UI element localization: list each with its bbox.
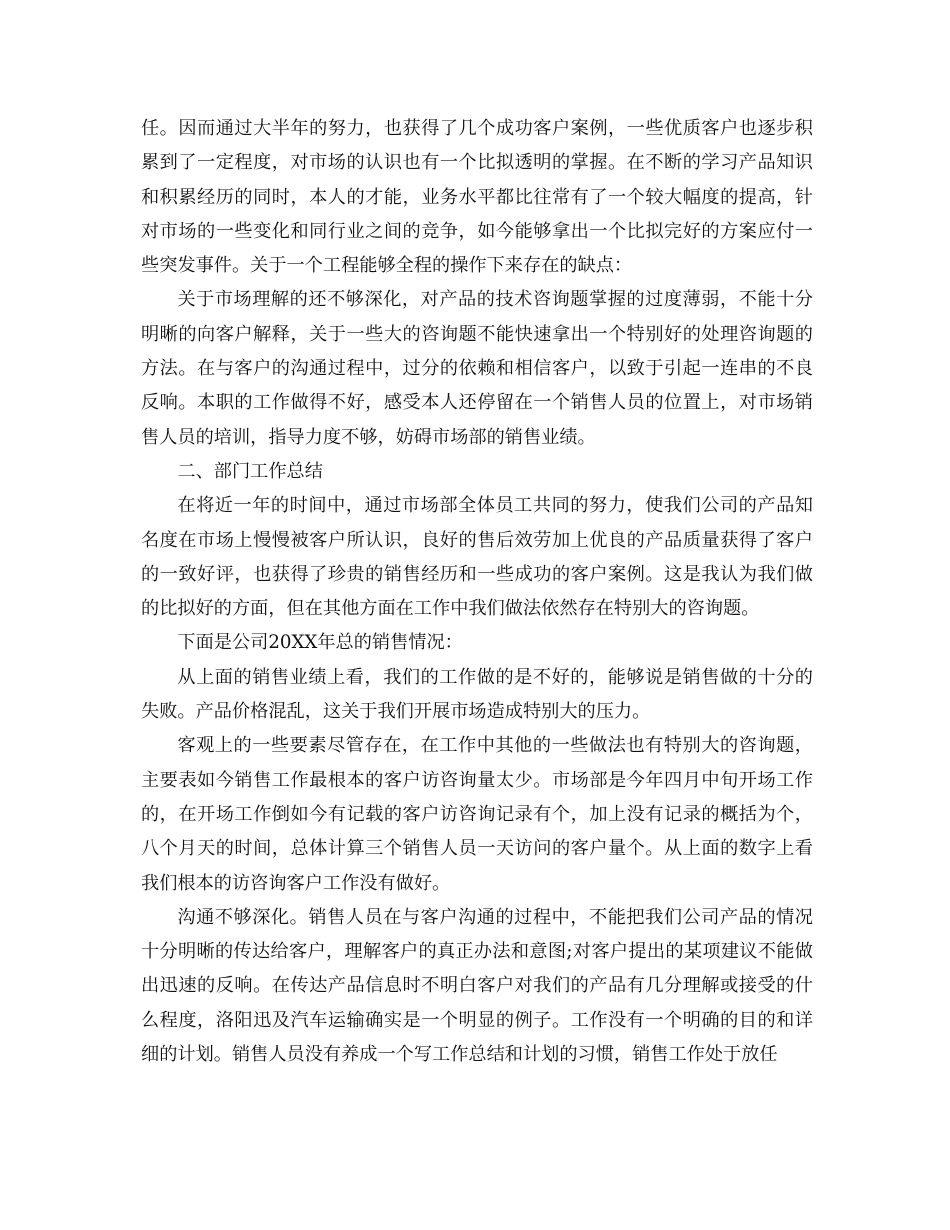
document-body: [141, 112, 813, 1072]
section-heading-department-summary: 二、部门工作总结: [177, 460, 323, 482]
paragraph-sales-performance: 从上面的销售业绩上看，我们的工作做的是不好的，能够说是销售做的十分的失败。产品价格混乱，这关于我们开展市场造成特别大的压力。: [141, 666, 813, 723]
paragraph-department-overview: 在将近一年的时间中，通过市场部全体员工共同的努力，使我们公司的产品知名度在市场上慢慢被客户所认识，良好的售后效劳加上优良的产品质量获得了客户的一致好评，也获得了珍贵的销售经历和一些成功的客户案例。这是我认为我们做的比拟好的方面，但在其他方面在工作中我们做法依然存在特别大的咨询题。: [141, 495, 813, 620]
paragraph-sales-intro: 下面是公司20XX年总的销售情况：: [177, 632, 463, 654]
paragraph-visit-volume: 客观上的一些要素尽管存在，在工作中其他的一些做法也有特别大的咨询题，主要表如今销售工作最根本的客户访咨询量太少。市场部是今年四月中旬开场工作的，在开场工作倒如今有记载的客户访咨询记录有个，加上没有记录的概括为个，八个月天的时间，总体计算三个销售人员一天访问的客户量个。从上面的数字上看我们根本的访咨询客户工作没有做好。: [141, 735, 813, 894]
paragraph-continuation: 任。因而通过大半年的努力，也获得了几个成功客户案例，一些优质客户也逐步积累到了一定程度，对市场的认识也有一个比拟透明的掌握。在不断的学习产品知识和积累经历的同时，本人的才能，业务水平都比往常有了一个较大幅度的提高，针对市场的一些变化和同行业之间的竞争，如今能够拿出一个比拟完好的方案应付一些突发事件。关于一个工程能够全程的操作下来存在的缺点：: [141, 118, 813, 277]
paragraph-market-shortcomings: 关于市场理解的还不够深化，对产品的技术咨询题掌握的过度薄弱，不能十分明晰的向客户解释，关于一些大的咨询题不能快速拿出一个特别好的处理咨询题的方法。在与客户的沟通过程中，过分的依赖和相信客户，以致于引起一连串的不良反响。本职的工作做得不好，感受本人还停留在一个销售人员的位置上，对市场销售人员的培训，指导力度不够，妨碍市场部的销售业绩。: [141, 289, 813, 448]
paragraph-communication: 沟通不够深化。销售人员在与客户沟通的过程中，不能把我们公司产品的情况十分明晰的传达给客户，理解客户的真正办法和意图;对客户提出的某项建议不能做出迅速的反响。在传达产品信息时不明白客户对我们的产品有几分理解或接受的什么程度，洛阳迅及汽车运输确实是一个明显的例子。工作没有一个明确的目的和详细的计划。销售人员没有养成一个写工作总结和计划的习惯，销售工作处于放任: [141, 906, 813, 1066]
